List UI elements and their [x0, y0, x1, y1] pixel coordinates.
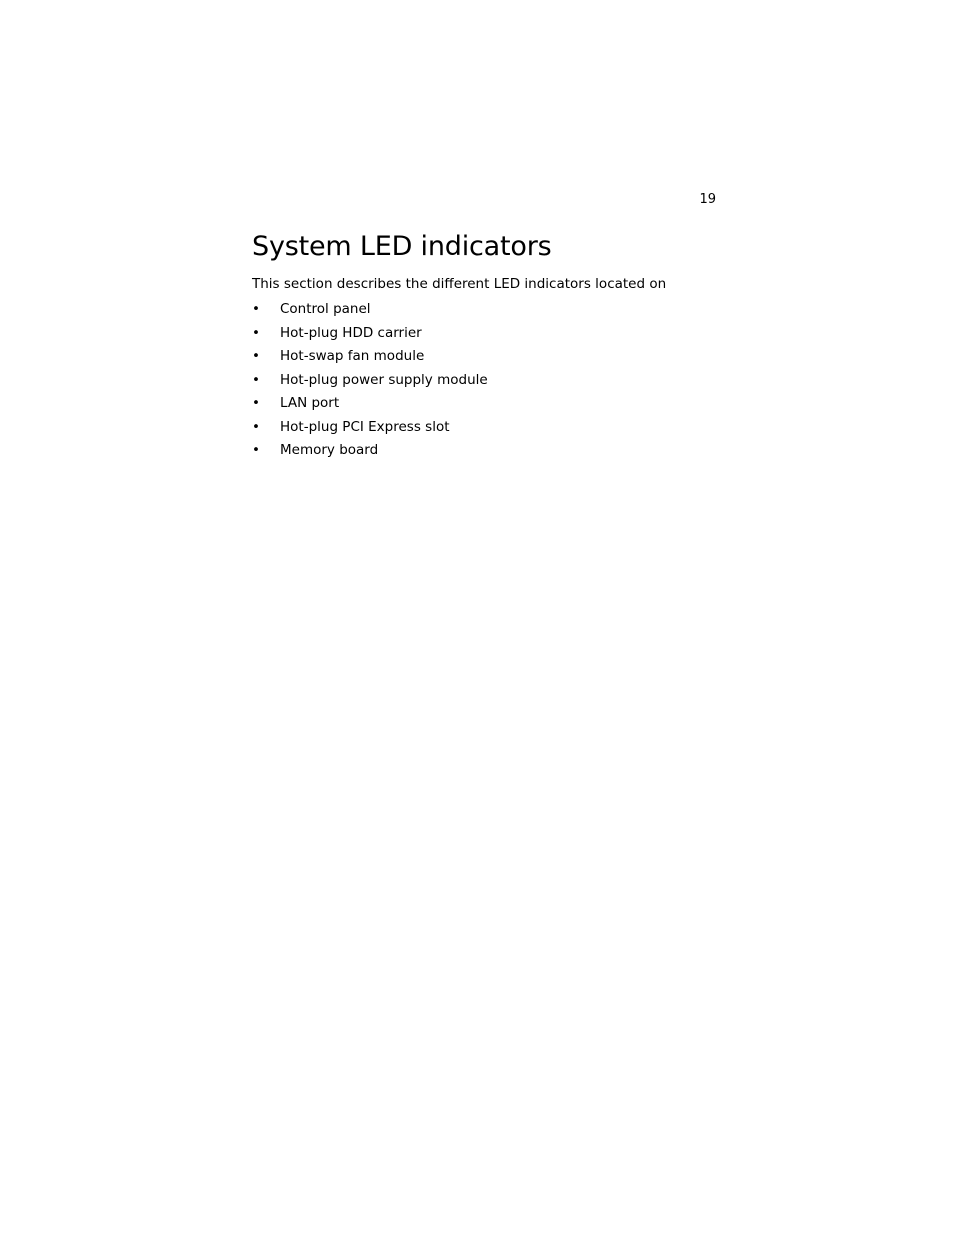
page-title: System LED indicators [252, 231, 552, 262]
list-item [252, 418, 488, 442]
list-item-label: Control panel [280, 301, 371, 317]
bullet: • [252, 442, 260, 458]
list-item-label: Hot-plug HDD carrier [280, 324, 422, 341]
bullet: • [252, 324, 260, 341]
list-item [252, 324, 488, 348]
page-number: 19 [699, 192, 716, 207]
list-item-label: LAN port [280, 395, 340, 411]
list-item-label: Hot-plug PCI Express slot [280, 418, 450, 435]
list-item-label: Hot-swap fan module [280, 348, 425, 364]
list-item [252, 394, 488, 418]
bullet: • [252, 301, 260, 317]
bullet: • [252, 418, 260, 435]
list-item [252, 441, 488, 465]
list-item-label: Memory board [280, 442, 379, 458]
list-item-label: Hot-plug power supply module [280, 371, 488, 388]
bullet: • [252, 348, 260, 364]
bullet: • [252, 371, 260, 388]
list-item [252, 300, 488, 324]
intro-paragraph: This section describes the different LED indicators located on [252, 276, 667, 292]
led-location-list [252, 300, 488, 465]
bullet: • [252, 395, 260, 411]
list-item [252, 347, 488, 371]
list-item [252, 371, 488, 395]
